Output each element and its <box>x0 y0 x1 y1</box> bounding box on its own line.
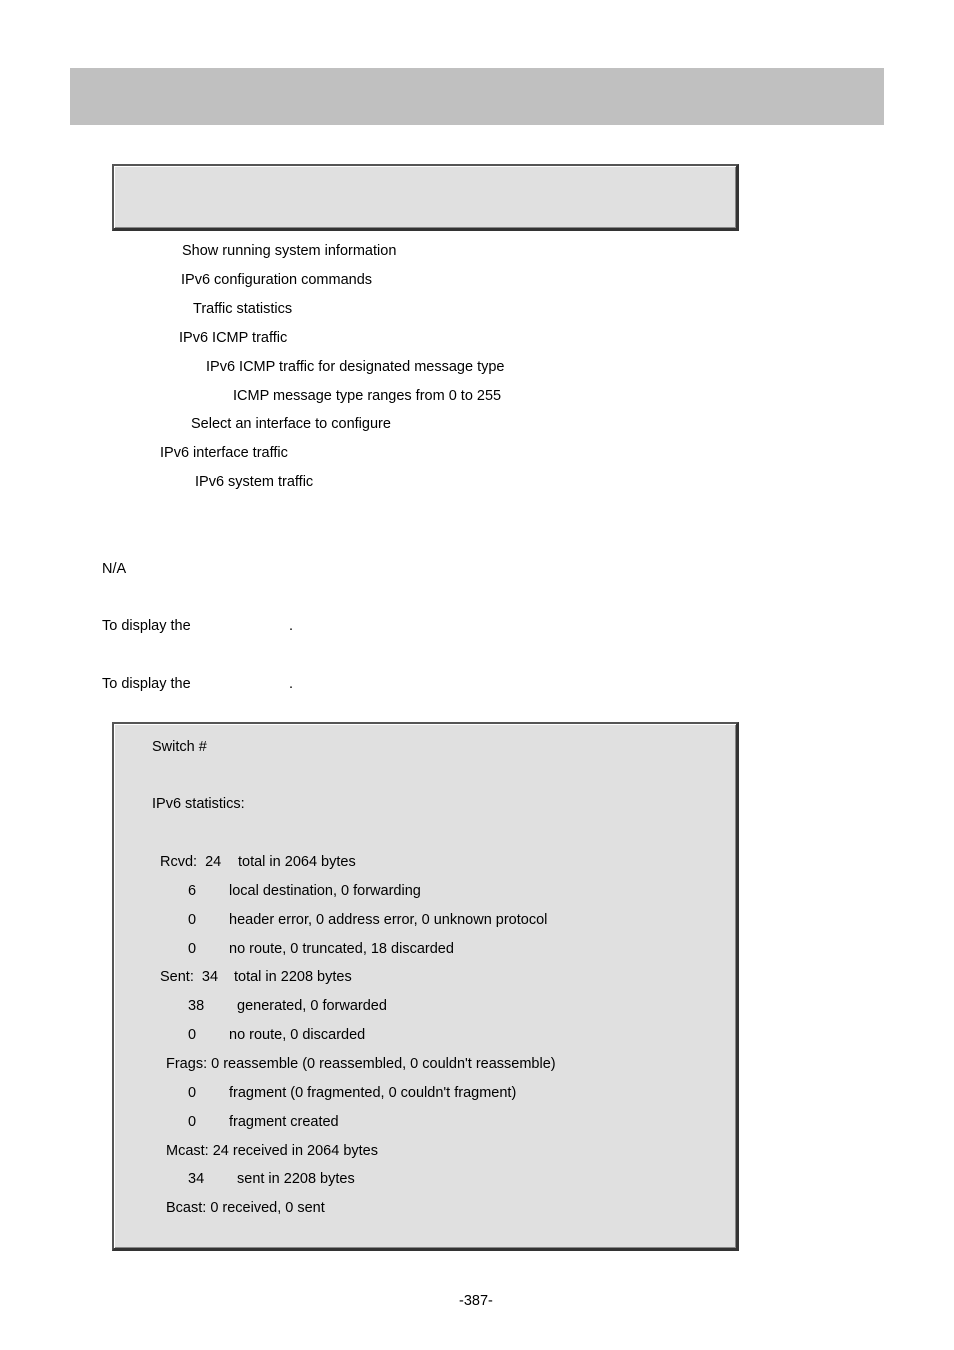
header-bar <box>70 68 884 125</box>
stats-label: Sent: 34 <box>160 969 219 985</box>
param-description: IPv6 interface traffic <box>160 445 288 461</box>
stats-value: 38 <box>188 998 205 1014</box>
param-description: IPv6 ICMP traffic for designated message type <box>206 359 505 375</box>
stats-value: 34 <box>188 1171 205 1187</box>
page-number: -387- <box>459 1293 493 1309</box>
stats-text: local destination, 0 forwarding <box>229 883 421 899</box>
param-description: IPv6 ICMP traffic <box>179 330 288 346</box>
stats-text: sent in 2208 bytes <box>237 1171 355 1187</box>
stats-label: Bcast: 0 received, 0 sent <box>166 1200 325 1216</box>
stats-value: 0 <box>188 1027 197 1043</box>
stats-label: Mcast: 24 received in 2064 bytes <box>166 1143 378 1159</box>
stats-label: Rcvd: 24 <box>160 854 222 870</box>
stats-text: no route, 0 discarded <box>229 1027 366 1043</box>
stats-value: 6 <box>188 883 197 899</box>
usage-text: To display the <box>102 618 191 634</box>
stats-label: Frags: 0 reassemble (0 reassembled, 0 couldn't reassemble) <box>166 1056 556 1072</box>
stats-text: total in 2064 bytes <box>238 854 356 870</box>
param-description: ICMP message type ranges from 0 to 255 <box>233 388 502 404</box>
syntax-box <box>112 164 739 231</box>
stats-text: fragment created <box>229 1114 339 1130</box>
stats-value: 0 <box>188 1114 197 1130</box>
stats-heading: IPv6 statistics: <box>152 796 245 812</box>
usage-suffix: . <box>289 676 294 692</box>
stats-text: generated, 0 forwarded <box>237 998 387 1014</box>
usage-suffix: . <box>289 618 294 634</box>
usage-text: To display the <box>102 676 191 692</box>
param-description: Show running system information <box>182 243 397 259</box>
param-description: IPv6 system traffic <box>195 474 314 490</box>
stats-text: total in 2208 bytes <box>234 969 352 985</box>
default-value: N/A <box>102 561 127 577</box>
cli-prompt: Switch # <box>152 739 207 755</box>
stats-text: no route, 0 truncated, 18 discarded <box>229 941 454 957</box>
stats-value: 0 <box>188 941 197 957</box>
stats-value: 0 <box>188 1085 197 1101</box>
stats-text: header error, 0 address error, 0 unknown protocol <box>229 912 548 928</box>
stats-value: 0 <box>188 912 197 928</box>
stats-text: fragment (0 fragmented, 0 couldn't fragment) <box>229 1085 517 1101</box>
param-description: Select an interface to configure <box>191 416 391 432</box>
param-description: Traffic statistics <box>193 301 293 317</box>
param-description: IPv6 configuration commands <box>181 272 373 288</box>
